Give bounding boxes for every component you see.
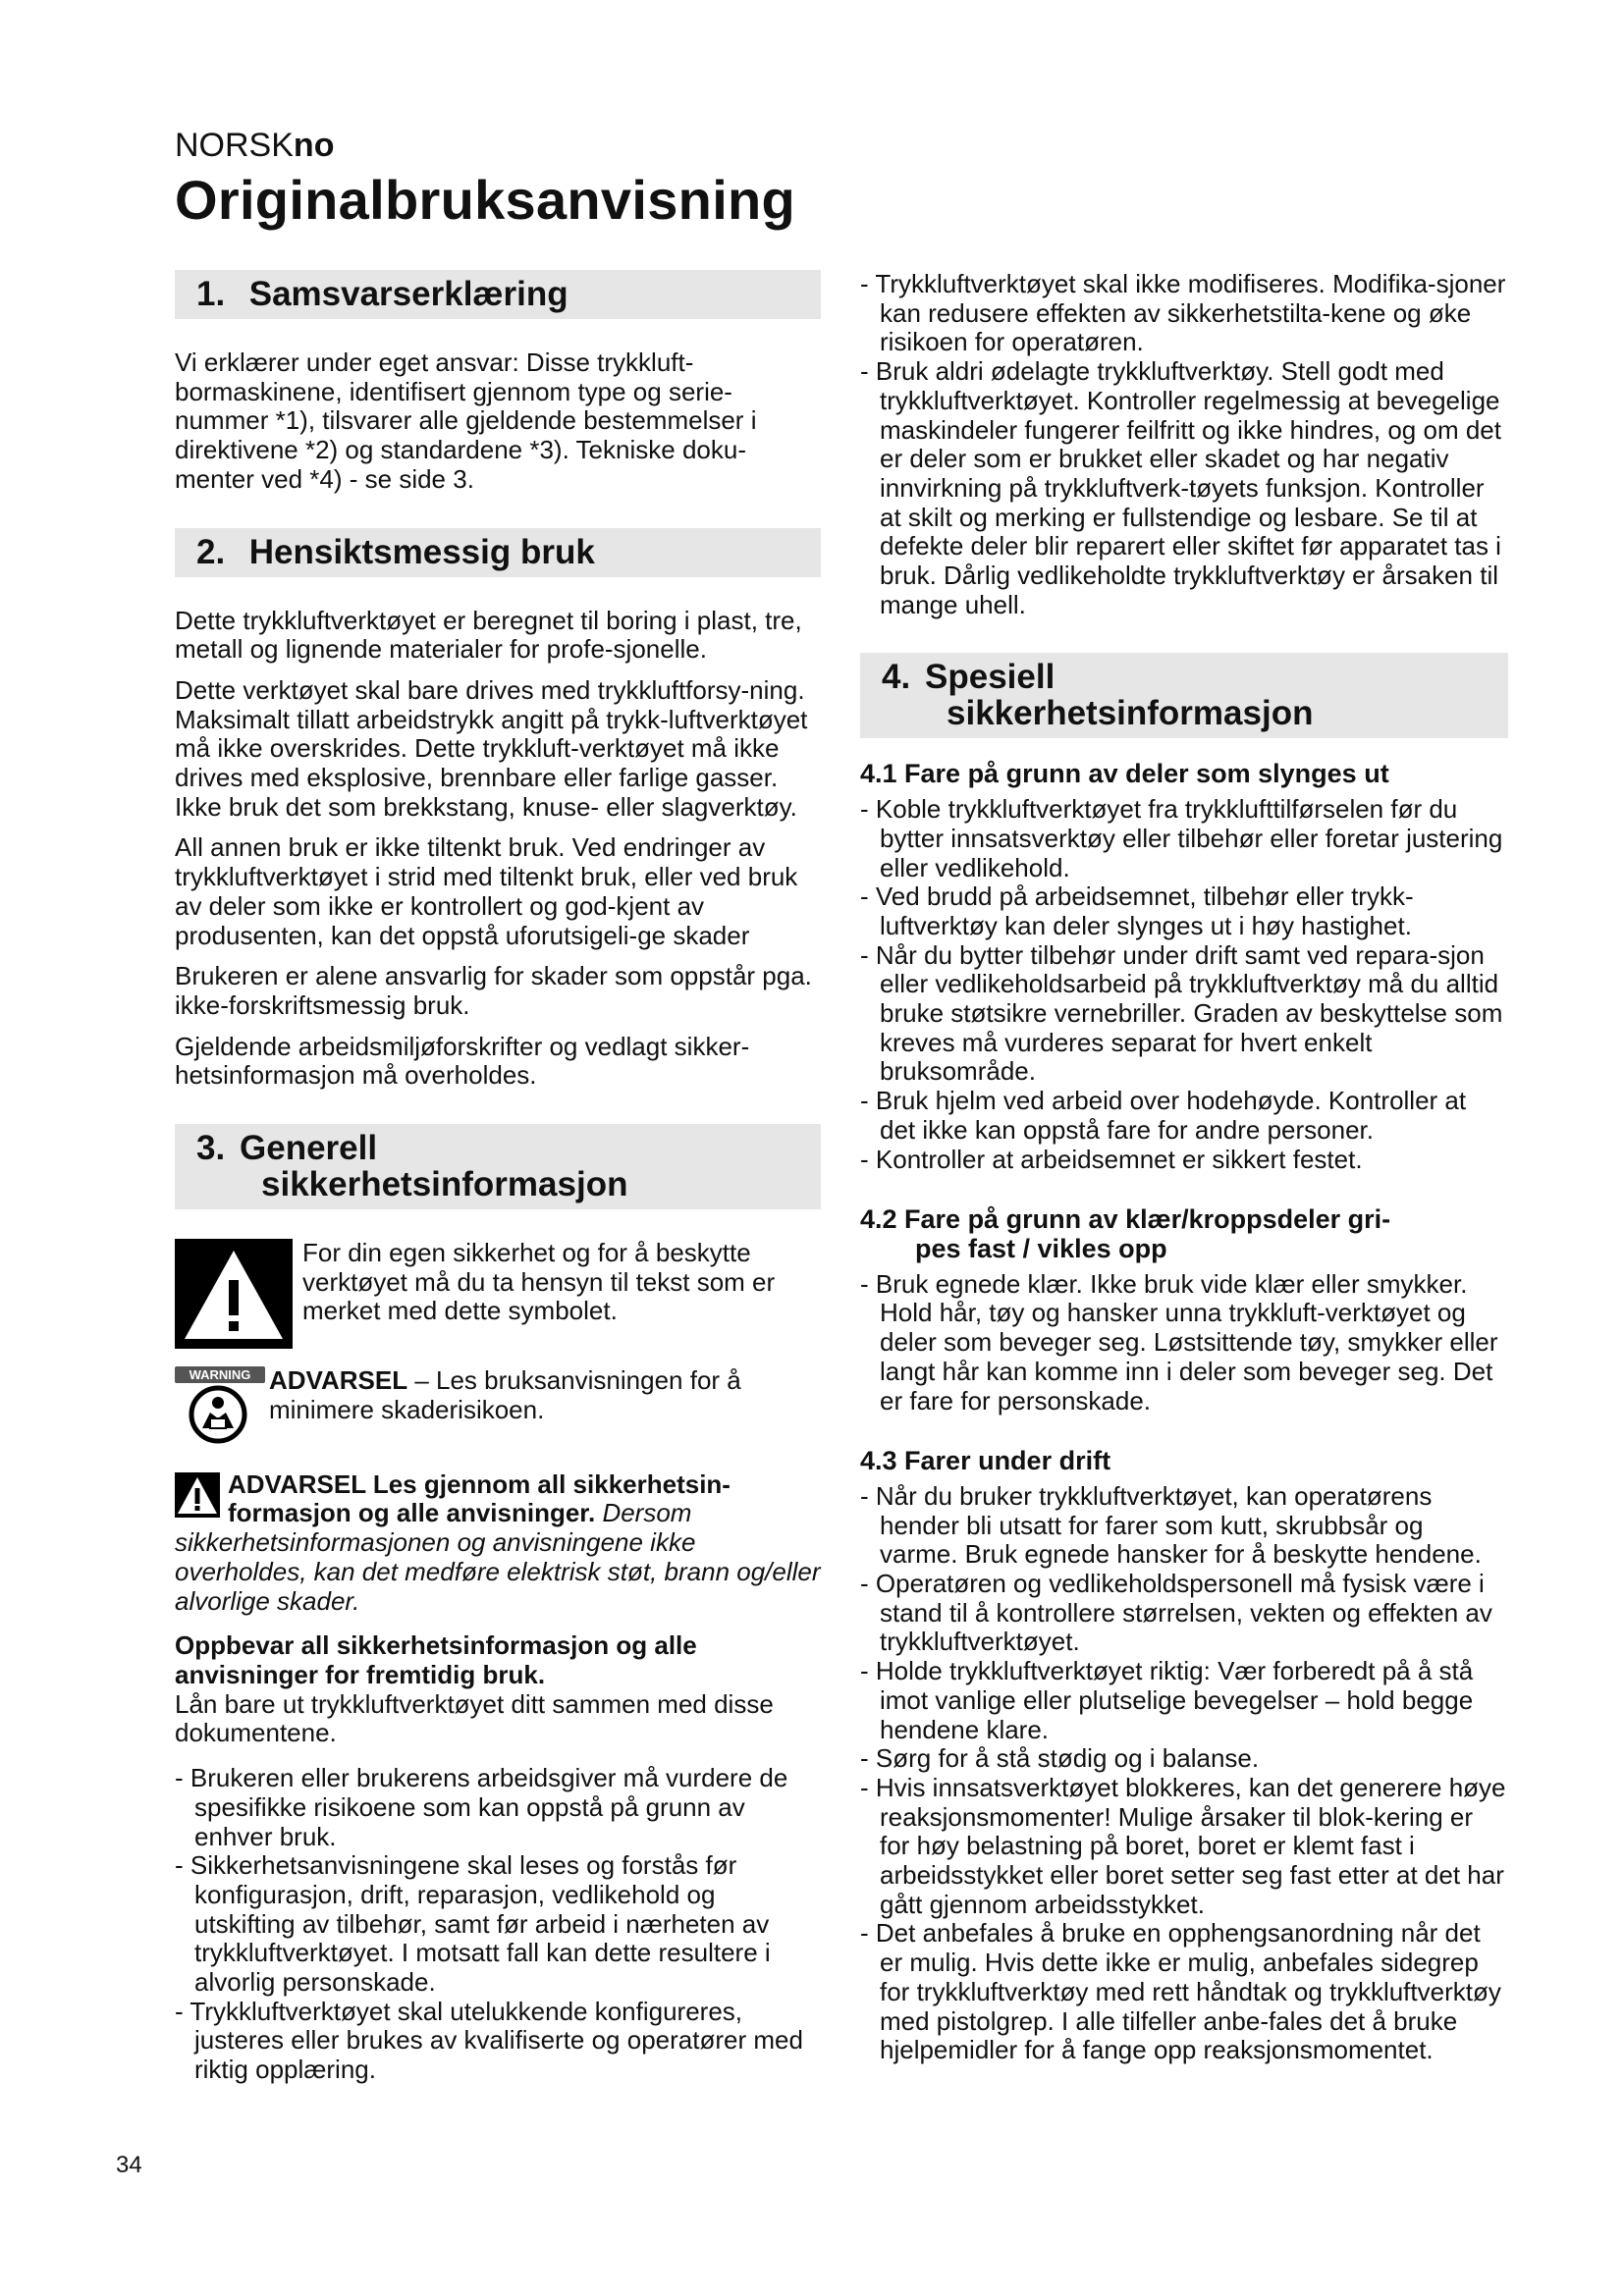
section-title: Samsvarserklæring (248, 275, 568, 313)
section-2-paragraph: Brukeren er alene ansvarlig for skader som oppstår pga. ikke-forskriftsmessig bruk. (175, 961, 812, 1020)
list-item: - Brukeren eller brukerens arbeidsgiver må vurdere de spesifikke risikoene som kan oppstå på grunn av enhver bruk. (175, 1764, 821, 1851)
read-manual-text (269, 1366, 821, 1451)
subsection-title: 4.2 Fare på grunn av klær/kroppsdeler gri- (860, 1204, 1391, 1235)
safety-symbol-block (175, 1239, 821, 1349)
page-number: 34 (116, 2152, 142, 2178)
list-item: - Holde trykkluftverktøyet riktig: Vær forberedt på å stå imot vanlige eller plutselige bevegelser – hold begge hendene klare. (860, 1657, 1508, 1744)
list-item: - Det anbefales å bruke en opphengsanordning når det er mulig. Hvis dette ikke er mulig, anbefales sidegrep for trykkluftverktøy med rett håndtak og trykkluftverktøy med pistolgrep. I alle tilfeller anbe-fales det å bruke hjelpemidler for å fange opp reaksjonsmomentet. (860, 1919, 1508, 2065)
section-2-paragraph: Gjeldende arbeidsmiljøforskrifter og vedlagt sikker-hetsinformasjon må overholdes. (175, 1031, 750, 1091)
warning-label: ADVARSEL (269, 1365, 408, 1396)
read-manual-warning (175, 1366, 821, 1451)
warning-text: – Les bruksanvisningen for å minimere skaderisikoen. (269, 1365, 741, 1424)
language-code: no (293, 127, 335, 164)
subsection-4-1-heading: 4.1 Fare på grunn av deler som slynges ut (860, 759, 1389, 789)
list-item: - Kontroller at arbeidsemnet er sikkert festet. (860, 1146, 1508, 1175)
section-1-heading (175, 270, 821, 319)
warning-heading: ADVARSEL Les gjennom all sikkerhetsin-formasjon og alle anvisninger. (228, 1468, 731, 1528)
list-item: - Operatøren og vedlikeholdspersonell må fysisk være i stand til å kontrollere størrelsen, vekten og effekten av trykkluftverktøyet. (860, 1570, 1508, 1657)
list-item: - Når du bruker trykkluftverktøyet, kan operatørens hender bli utsatt for farer som kutt, skrubbsår og varme. Bruk egnede hansker for å beskytte hendene. (860, 1482, 1508, 1570)
subsection-4-2-heading (860, 1205, 1508, 1263)
list-item: - Bruk aldri ødelagte trykkluftverktøy. Stell godt med trykkluftverktøyet. Kontroller regelmessig at bevegelige maskindeler fungerer feilfritt og ikke hindres, og om det er deler som er brukket eller skadet og har negativ innvirkning på trykkluftverk-tøyets funksjon. Kontroller at skilt og merking er fullstendige og lesbare. Se til at defekte deler blir reparert eller skiftet før apparatet tas i bruk. Dårlig vedlikeholdte trykkluftverktøy er årsaken til mange uhell. (860, 357, 1508, 619)
section-1-text: Vi erklærer under eget ansvar: Disse trykkluft-bormaskinene, identifisert gjennom type og serie-nummer *1), tilsvarer alle gjeldende bestemmelser i direktivene *2) og standardene *3). Tekniske doku-menter ved *4) - se side 3. (175, 347, 757, 494)
page-title: Originalbruksanvisning (175, 169, 796, 231)
section-number: 2. (196, 532, 226, 571)
keep-instructions-heading: Oppbevar all sikkerhetsinformasjon og alle anvisninger for fremtidig bruk. (175, 1630, 697, 1689)
list-item: - Bruk egnede klær. Ikke bruk vide klær eller smykker. Hold hår, tøy og hansker unna trykkluft-verktøyet og deler som beveger seg. Løstsittende tøy, smykker eller langt hår kan komme inn i deler som beveger seg. Det er fare for personskade. (860, 1270, 1508, 1416)
list-item: - Sørg for å stå stødig og i balanse. (860, 1744, 1508, 1774)
language-prefix: NORSK (175, 127, 294, 164)
section-number: 1. (196, 275, 226, 313)
list-item: - Når du bytter tilbehør under drift samt ved repara-sjon eller vedlikeholdsarbeid på trykkluftverktøy må du alltid bruke støtsikre vernebriller. Graden av beskyttelse som kreves må vurderes separat for hvert enkelt bruksområde. (860, 941, 1508, 1088)
subsection-4-3-heading: 4.3 Farer under drift (860, 1446, 1111, 1476)
subsection-4-2-list (860, 1270, 1508, 1416)
left-column (175, 270, 821, 2107)
section-3-heading (175, 1124, 821, 1209)
subsection-4-1-list (860, 795, 1508, 1174)
section-title: Hensiktsmessig bruk (248, 532, 595, 571)
section-2-paragraph: Dette trykkluftverktøyet er beregnet til boring i plast, tre, metall og lignende materialer for profe-sjonelle. (175, 605, 802, 665)
section-number: 4. (882, 658, 911, 697)
page-header (175, 126, 795, 234)
warning-triangle-icon (175, 1239, 293, 1349)
safety-symbol-text: For din egen sikkerhet og for å beskytte verktøyet må du ta hensyn til tekst som er merket med dette symbolet. (302, 1238, 776, 1326)
section-2-paragraph: All annen bruk er ikke tiltenkt bruk. Ved endringer av trykkluftverktøyet i strid med tiltenkt bruk, eller ved bruk av deler som ikke er kontrollert og god-kjent av produsenten, kan det oppstå uforutsigeli-ge skader (175, 832, 798, 950)
general-warning (175, 1470, 821, 1617)
section-2-paragraph: Dette verktøyet skal bare drives med trykkluftforsy-ning. Maksimalt tillatt arbeidstrykk angitt på trykk-luftverktøyet må ikke overskrides. Dette trykkluft-verktøyet må ikke drives med eksplosive, brennbare eller farlige gasser. Ikke bruk det som brekkstang, knuse- eller slagverktøy. (175, 674, 808, 822)
list-item: - Ved brudd på arbeidsemnet, tilbehør eller trykk-luftverktøy kan deler slynges ut i høy hastighet. (860, 882, 1508, 940)
list-item: - Hvis innsatsverktøyet blokkeres, kan det generere høye reaksjonsmomenter! Mulige årsaker til blok-kering er for høy belastning på boret, boret er klemt fast i arbeidsstykket eller boret setter seg fast etter at det har gått gjennom arbeidsstykket. (860, 1774, 1508, 1920)
warning-tag: WARNING (175, 1366, 265, 1383)
section-title: Spesiell (925, 658, 1056, 697)
read-manual-icon (175, 1366, 265, 1451)
list-item: - Sikkerhetsanvisningene skal leses og forstås før konfigurasjon, drift, reparasjon, vedlikehold og utskifting av tilbehør, samt før arbeid i nærheten av trykkluftverktøyet. I motsatt fall kan dette resultere i alvorlig personskade. (175, 1851, 821, 1998)
subsection-4-3-list (860, 1482, 1508, 2065)
list-item: - Trykkluftverktøyet skal ikke modifiseres. Modifika-sjoner kan redusere effekten av sikkerhetstilta-kene og øke risikoen for operatøren. (860, 270, 1508, 357)
section-2-heading (175, 528, 821, 577)
warning-italic-text: Dersom sikkerhetsinformasjonen og anvisningene ikke overholdes, kan det medføre elektrisk støt, brann og/eller alvorlige skader. (175, 1498, 821, 1616)
section-3-list (175, 1764, 821, 2085)
section-title-continued: sikkerhetsinformasjon (947, 694, 1314, 733)
section-title: Generell (240, 1129, 378, 1168)
list-item: - Trykkluftverktøyet skal utelukkende konfigureres, justeres eller brukes av kvalifiserte og operatører med riktig opplæring. (175, 1998, 821, 2085)
right-column (860, 270, 1508, 2087)
section-number: 3. (196, 1129, 226, 1168)
section-4-heading (860, 653, 1508, 738)
keep-instructions-text: Lån bare ut trykkluftverktøyet ditt sammen med disse dokumentene. (175, 1688, 774, 1748)
list-item: - Koble trykkluftverktøyet fra trykklufttilførselen før du bytter innsatsverktøy eller tilbehør eller foretar justering eller vedlikehold. (860, 795, 1508, 882)
section-3-list-continued (860, 270, 1508, 619)
section-title-continued: sikkerhetsinformasjon (261, 1165, 628, 1204)
list-item: - Bruk hjelm ved arbeid over hodehøyde. Kontroller at det ikke kan oppstå fare for andre personer. (860, 1087, 1508, 1145)
warning-triangle-small-icon (175, 1472, 220, 1518)
language-label (175, 126, 795, 165)
subsection-title-continued: pes fast / vikles opp (915, 1233, 1167, 1263)
